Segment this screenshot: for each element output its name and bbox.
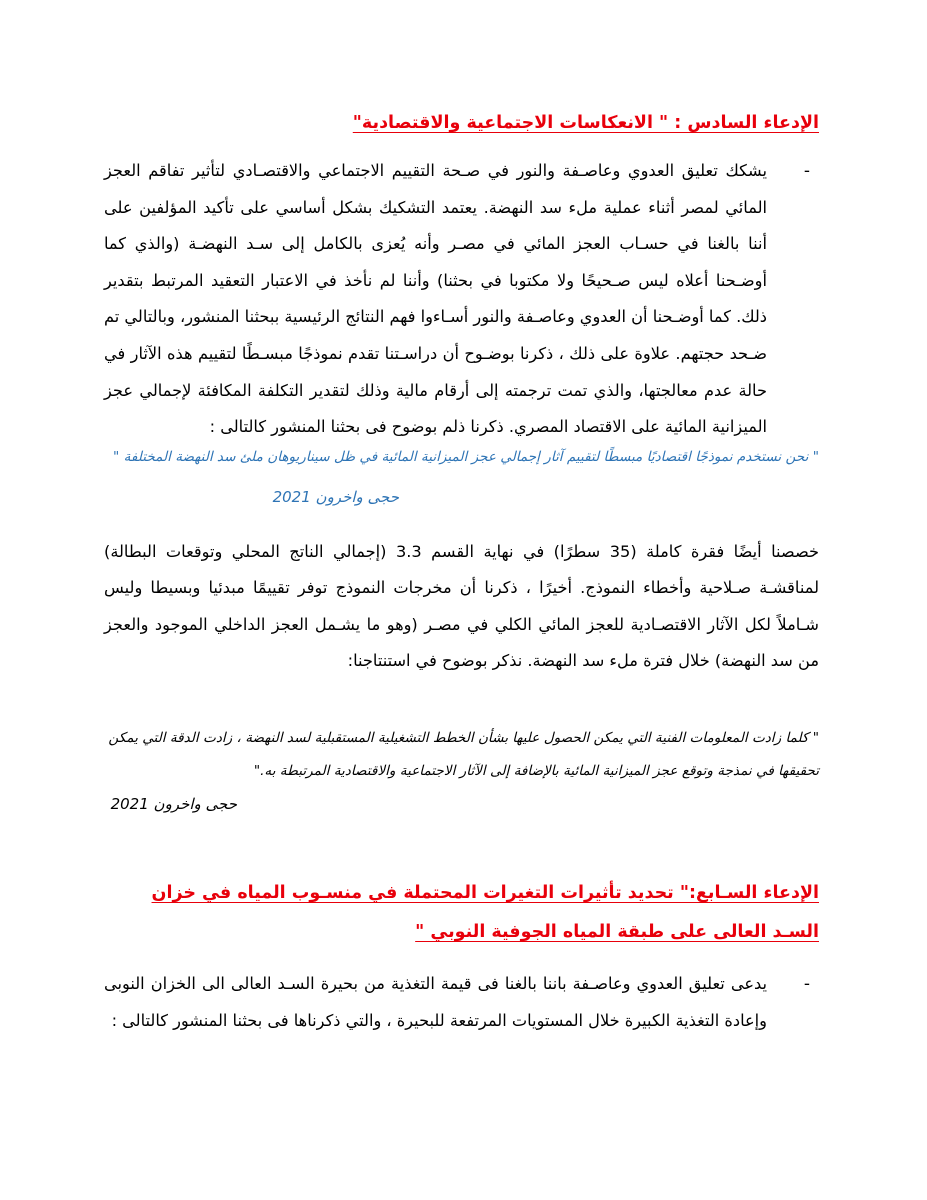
quote-block-two <box>104 722 819 813</box>
quote-two-citation: حجى واخرون 2021 <box>110 795 237 813</box>
bullet-dash-marker: - <box>803 161 811 181</box>
section-seven-bullet-text: يدعى تعليق العدوي وعاصـفة باننا بالغنا فى قيمة التغذية من بحيرة السـد العالى الى الخزان النوبى وإعادة التغذية الكبيرة خلال المستويات المرتفعة للبحيرة ، والتي ذكرناها فى بحثنا المنشور كالتالى : <box>104 974 767 1030</box>
quote-one-citation: حجى واخرون 2021 <box>272 488 399 506</box>
section-six-paragraph: خصصنا أيضًا فقرة كاملة (35 سطرًا) في نهاية القسم 3.3 (إجمالي الناتج المحلي وتوقعات البطالة) لمناقشـة صـلاحية وأخطاء النموذج. أخيرًا ، ذكرنا أن مخرجات النموذج توفر تقييمًا مبدئيا وبسيطا وليس شـاملاً لكل الآثار الاقتصـادية للعجز المائي الكلي في مصـر (وهو ما يشـمل العجز الداخلي الموجود والعجز من سد النهضة) خلال فترة ملء سد النهضة. نذكر بوضوح في استنتاجنا: <box>104 542 819 670</box>
section-six-bullet-text: يشكك تعليق العدوي وعاصـفة والنور في صـحة التقييم الاجتماعي والاقتصـادي لتأثير تفاقم العجز المائي لمصر أثناء عملية ملء سد النهضة. يعتمد التشكيك بشكل أساسي على تأكيد المؤلفين على أننا بالغنا في حسـاب العجز المائي في مصـر وأنه يُعزى بالكامل إلى سـد النهضـة (والذي كما أوضـحنا أعلاه ليس صـحيحًا ولا مكتوبا في بحثنا) وأننا لم نأخذ في الاعتبار التعقيد المرتبط بتقدير ذلك. كما أوضـحنا أن العدوي وعاصـفة والنور أسـاءوا فهم النتائج الرئيسية ببحثنا المنشور، وبالتالي تم ضـحد حجتهم. علاوة على ذلك ، ذكرنا بوضـوح أن دراسـتنا تقدم نموذجًا مبسـطًا لتقييم هذه الآثار في حالة عدم معالجتها، والذي تمت ترجمته إلى أرقام مالية وذلك لتقدير التكلفة المكافئة لإجمالي عجز الميزانية المائية على الاقتصاد المصري. ذكرنا ذلم بوضوح فى بحثنا المنشور كالتالى : <box>104 161 767 437</box>
section-six-heading: الإدعاء السادس : " الانعكاسات الاجتماعية والاقتصادية" <box>352 113 819 133</box>
quote-block-one <box>104 445 819 506</box>
quote-one-text: " نحن نستخدم نموذجًا اقتصاديًا مبسطًا لتقييم آثار إجمالي عجز الميزانية المائية في ظل سيناريوهان ملئ سد النهضة المختلفة " <box>113 449 819 465</box>
section-six-bullet <box>104 153 819 446</box>
bullet-dash-marker: - <box>803 974 811 994</box>
section-seven-heading: الإدعاء السـابع:" تحديد تأثيرات التغيرات المحتملة في منسـوب المياه في خزان السـد العالى على طبقة المياه الجوفية النوبي " <box>151 883 819 942</box>
quote-two-text: " كلما زادت المعلومات الفنية التي يمكن الحصول عليها بشأن الخطط التشغيلية المستقبلية لسد النهضة ، زادت الدقة التي يمكن تحقيقها في نمذجة وتوقع عجز الميزانية المائية بالإضافة إلى الآثار الاجتماعية والاقتصادية المرتبطة به." <box>108 730 819 779</box>
section-seven-bullet <box>104 966 819 1039</box>
